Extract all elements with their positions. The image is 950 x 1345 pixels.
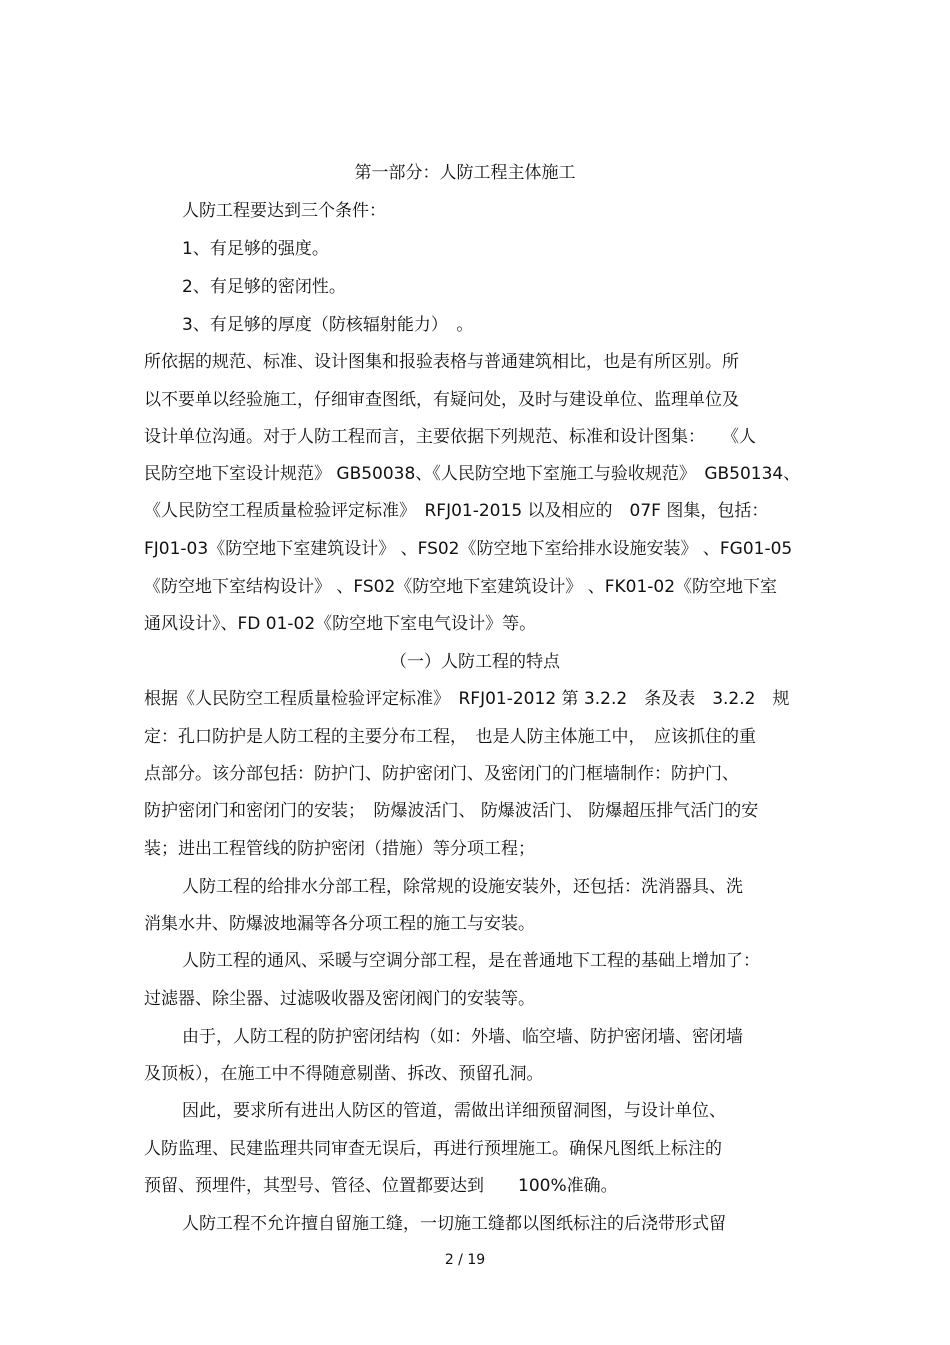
page-number: 2 / 19 <box>444 1252 486 1268</box>
paragraph-line: 预留、预埋件，其型号、管径、位置都要达到 100%准确。 <box>144 1176 618 1196</box>
paragraph-line: 消集水井、防爆波地漏等各分项工程的施工与安装。 <box>144 914 535 934</box>
section-heading: （一）人防工程的特点 <box>390 652 560 672</box>
paragraph-line: 因此，要求所有进出人防区的管道，需做出详细预留洞图，与设计单位、 <box>182 1101 726 1121</box>
paragraph-line: 民防空地下室设计规范》 GB50038、《人民防空地下室施工与验收规范》 GB50134、 <box>144 464 801 484</box>
paragraph-line: 防护密闭门和密闭门的安装； 防爆波活门、 防爆波活门、 防爆超压排气活门的安 <box>144 801 759 821</box>
paragraph-line: 《人民防空工程质量检验评定标准》 RFJ01-2015 以及相应的 07F 图集，包括： <box>144 501 769 521</box>
paragraph-line: 以不要单以经验施工，仔细审查图纸，有疑问处，及时与建设单位、监理单位及 <box>144 390 739 410</box>
paragraph-line: 及顶板），在施工中不得随意剔凿、拆改、预留孔洞。 <box>144 1064 544 1084</box>
paragraph-line: 根据《人民防空工程质量检验评定标准》 RFJ01-2012 第 3.2.2 条及表 3.2.2 规 <box>144 689 790 709</box>
paragraph-line: 通风设计》、FD 01-02《防空地下室电气设计》等。 <box>144 614 537 634</box>
paragraph-line: 人防工程的给排水分部工程，除常规的设施安装外，还包括：洗消器具、洗 <box>182 877 743 897</box>
condition-item: 1、有足够的强度。 <box>182 239 329 259</box>
paragraph-line: 过滤器、除尘器、过滤吸收器及密闭阀门的安装等。 <box>144 989 535 1009</box>
paragraph-line: 《防空地下室结构设计》 、FS02《防空地下室建筑设计》 、FK01-02《防空地下室 <box>144 577 778 597</box>
paragraph-line: 点部分。该分部包括：防护门、防护密闭门、及密闭门的门框墙制作：防护门、 <box>144 764 739 784</box>
paragraph-line: 人防监理、民建监理共同审查无误后，再进行预埋施工。确保凡图纸上标注的 <box>144 1139 722 1159</box>
paragraph-line: FJ01-03《防空地下室建筑设计》 、FS02《防空地下室给排水设施安装》 、FG01-05 <box>144 539 793 559</box>
paragraph-line: 设计单位沟通。对于人防工程而言，主要依据下列规范、标准和设计图集： 《人 <box>144 427 756 447</box>
document-heading: 第一部分：人防工程主体施工 <box>354 163 576 183</box>
condition-item: 2、有足够的密闭性。 <box>182 277 346 297</box>
paragraph-line: 装；进出工程管线的防护密闭（措施）等分项工程； <box>144 839 535 859</box>
paragraph-line: 由于，人防工程的防护密闭结构（如：外墙、临空墙、防护密闭墙、密闭墙 <box>182 1027 743 1047</box>
intro-line: 人防工程要达到三个条件： <box>182 201 386 221</box>
paragraph-line: 人防工程的通风、采暖与空调分部工程，是在普通地下工程的基础上增加了： <box>182 951 760 971</box>
paragraph-line: 所依据的规范、标准、设计图集和报验表格与普通建筑相比，也是有所区别。所 <box>144 352 739 372</box>
condition-item: 3、有足够的厚度（防核辐射能力） 。 <box>182 315 474 335</box>
paragraph-line: 人防工程不允许擅自留施工缝，一切施工缝都以图纸标注的后浇带形式留 <box>182 1214 726 1234</box>
paragraph-line: 定：孔口防护是人防工程的主要分布工程， 也是人防主体施工中， 应该抓住的重 <box>144 727 756 747</box>
